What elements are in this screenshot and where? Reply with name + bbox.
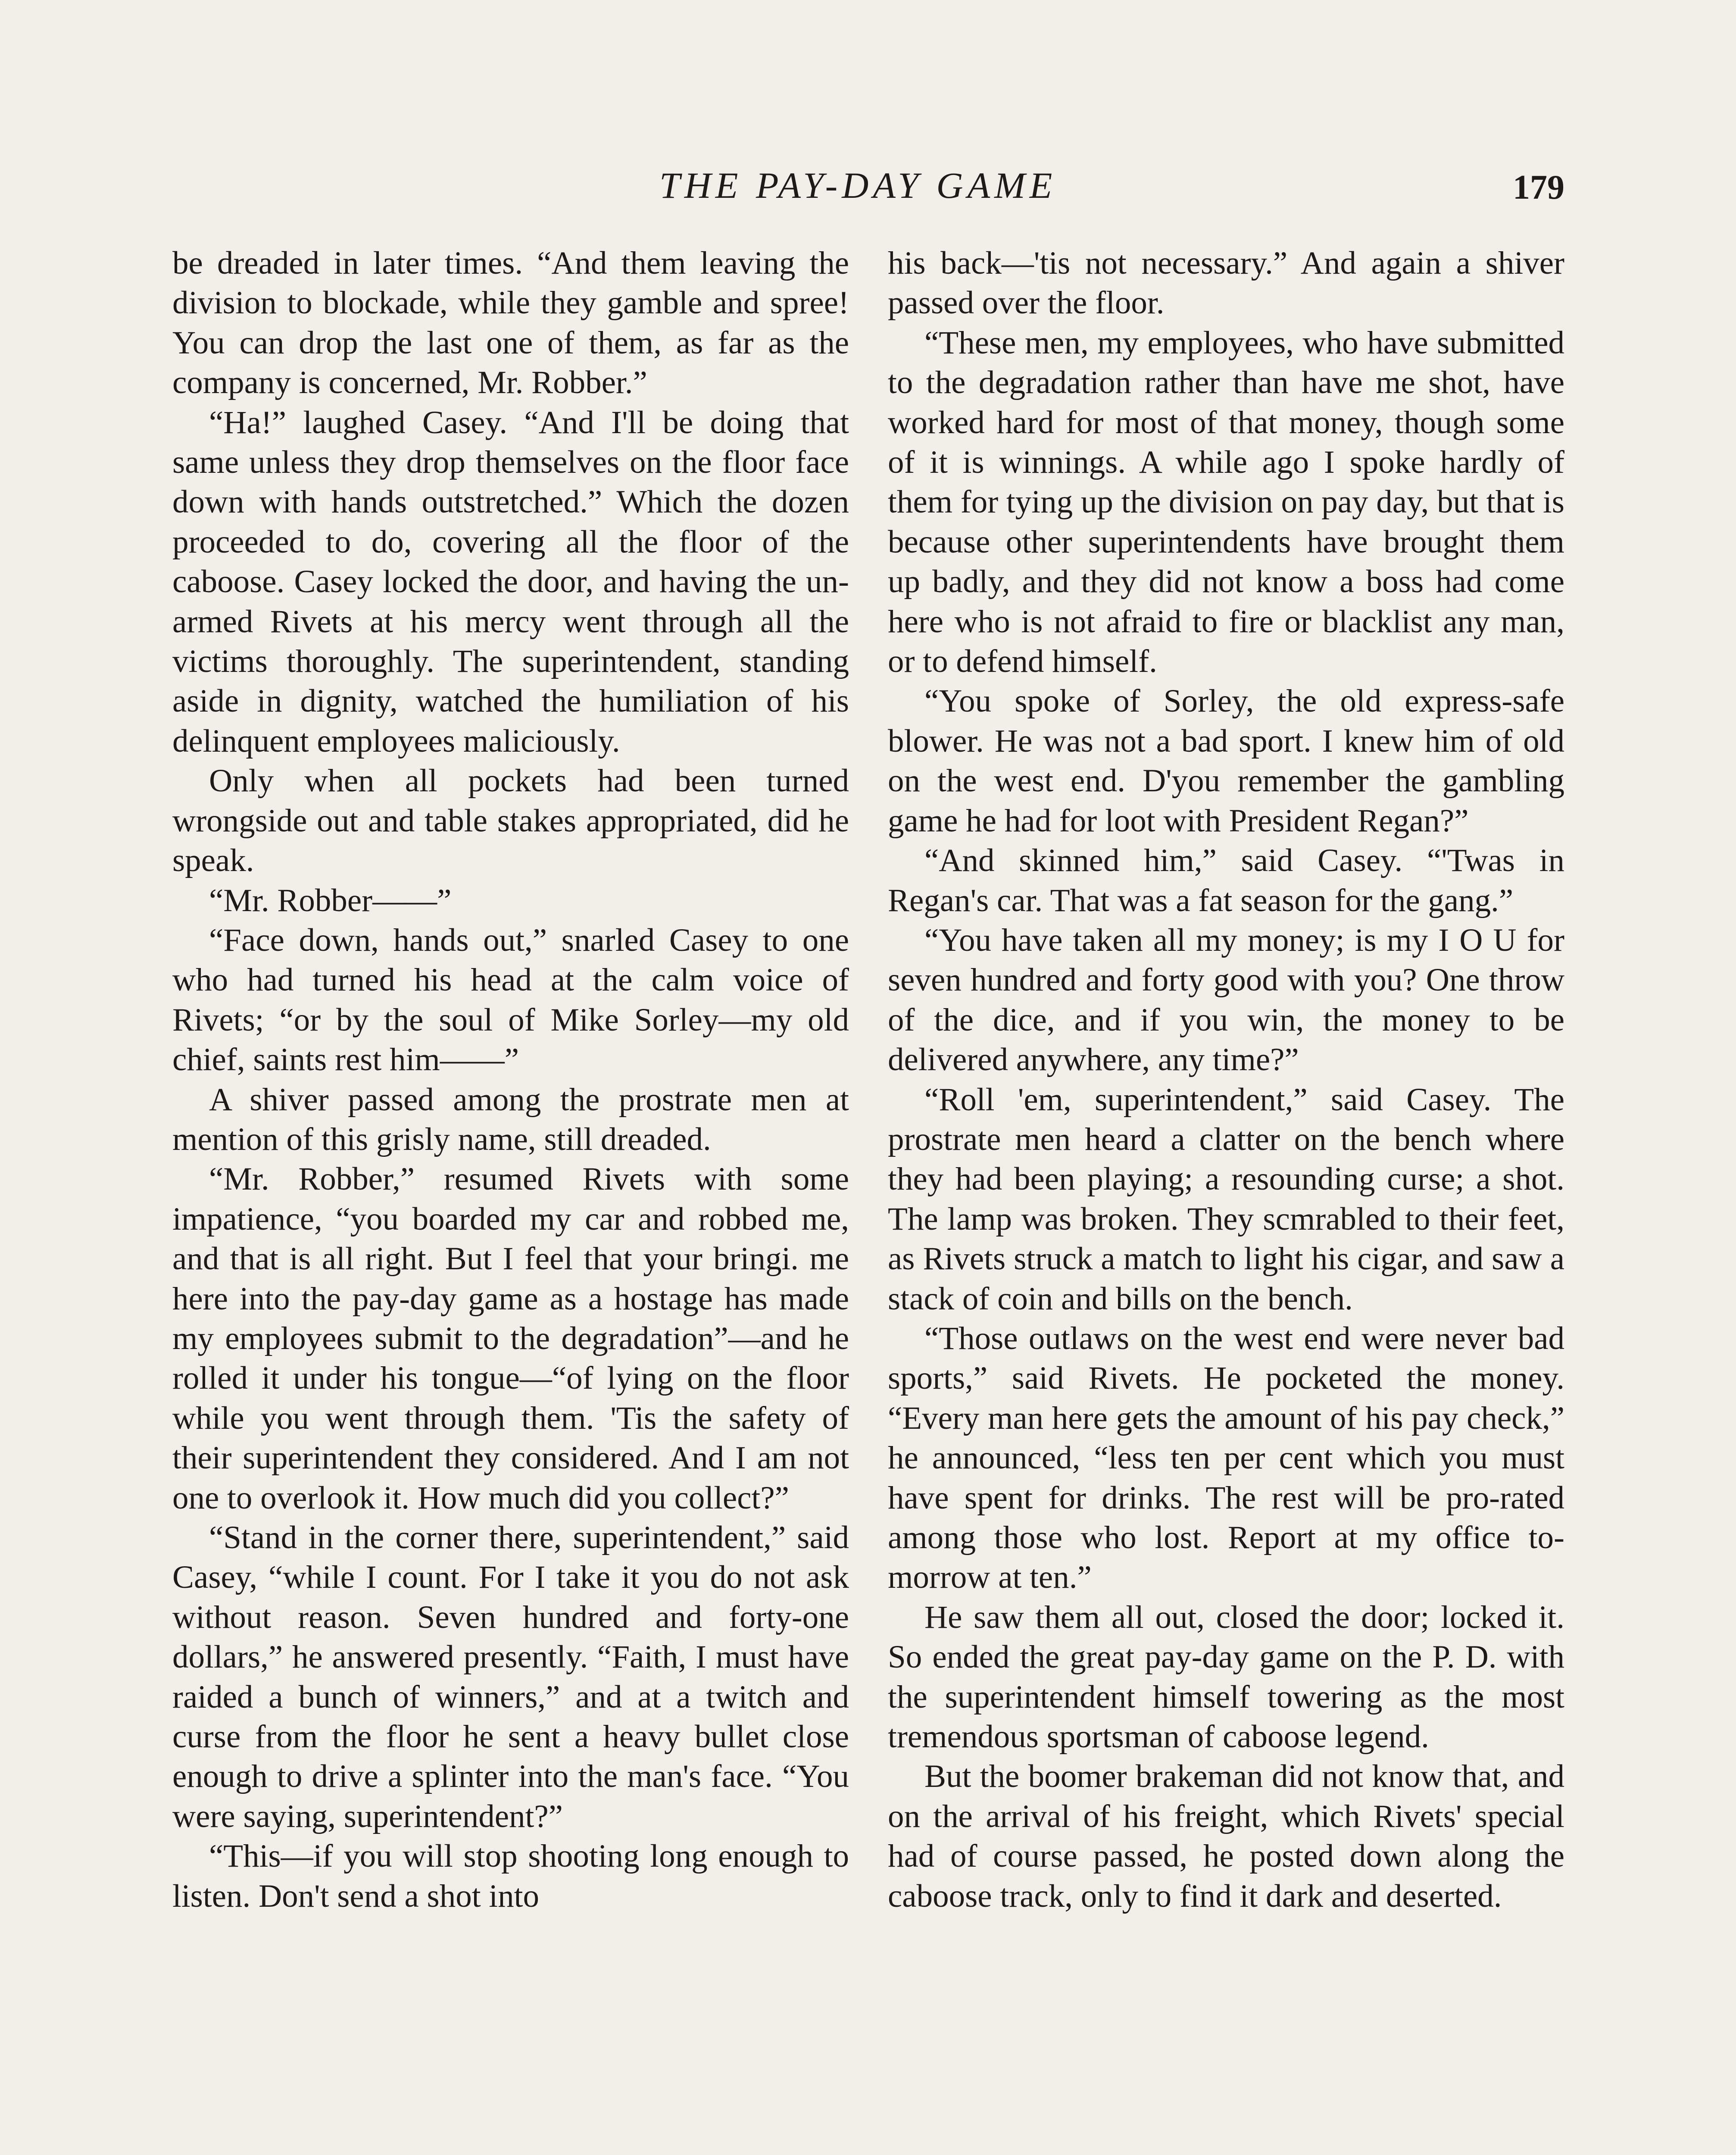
paragraph: “And skinned him,” said Casey. “'Twas in Regan's car. That was a fat season for the gang.” bbox=[888, 843, 1564, 918]
left-text-column bbox=[172, 244, 849, 1916]
paragraph: “You have taken all my money; is my I O U for seven hundred and forty good with you? One throw of the dice, and if you win, the money to be delivered anywhere, any time?” bbox=[888, 922, 1564, 1078]
paragraph: “Mr. Robber,” resumed Rivets with some impatience, “you boarded my car and robbed me, and that is all right. But I feel that your bringi. me here into the pay-day game as a hostage has made my employees submit to the degradation”—and he rolled it under his tongue—“of lying on the floor while you went through them. 'Tis the safety of their superintendent they considered. And I am not one to overlook it. How much did you collect?” bbox=[172, 1161, 849, 1516]
paragraph: “Stand in the corner there, superintendent,” said Casey, “while I count. For I take it you do not ask without reason. Seven hundred and forty-one dollars,” he answered presently. “Faith, I must have raided a bunch of winners,” and at a twitch and curse from the floor he sent a heavy bullet close enough to drive a splinter into the man's face. “You were saying, superintendent?” bbox=[172, 1520, 849, 1834]
paragraph: “Mr. Robber——” bbox=[209, 882, 452, 918]
running-head bbox=[0, 164, 1736, 220]
running-title: THE PAY-DAY GAME bbox=[659, 165, 1057, 206]
paragraph: his back—'tis not necessary.” And again a shiver passed over the floor. bbox=[888, 245, 1564, 321]
paragraph: “This—if you will stop shooting long enough to listen. Don't send a shot into bbox=[172, 1838, 849, 1914]
paragraph: But the boomer brakeman did not know that, and on the arrival of his freight, which Rivets' special had of course passed, he posted down along the caboose track, only to find it dark and deserted. bbox=[888, 1758, 1564, 1914]
paragraph: be dreaded in later times. “And them leaving the division to blockade, while they gamble and spree! You can drop the last one of them, as far as the company is concerned, Mr. Robber.” bbox=[172, 245, 849, 401]
paragraph: He saw them all out, closed the door; locked it. So ended the great pay-day game on the P. D. with the superintendent himself towering as the most tremendous sportsman of caboose legend. bbox=[888, 1599, 1564, 1755]
right-text-column bbox=[888, 244, 1564, 1916]
paragraph: “Those outlaws on the west end were never bad sports,” said Rivets. He pocketed the money. “Every man here gets the amount of his pay check,” he announced, “less ten per cent which you must have spent for drinks. The rest will be pro-rated among those who lost. Report at my office to-morrow at ten.” bbox=[888, 1320, 1564, 1596]
paragraph: A shiver passed among the prostrate men at mention of this grisly name, still dreaded. bbox=[172, 1081, 849, 1157]
paragraph: “Roll 'em, superintendent,” said Casey. The prostrate men heard a clatter on the bench where they had been playing; a resounding curse; a shot. The lamp was broken. They scmrabled to their feet, as Rivets struck a match to light his cigar, and saw a stack of coin and bills on the bench. bbox=[888, 1081, 1564, 1317]
paragraph: “You spoke of Sorley, the old express-safe blower. He was not a bad sport. I knew him of old on the west end. D'you remember the gambling game he had for loot with President Regan?” bbox=[888, 683, 1564, 839]
paragraph: “Ha!” laughed Casey. “And I'll be doing that same unless they drop themselves on the floor face down with hands outstretched.” Which the dozen proceeded to do, covering all the floor of the caboose. Casey locked the door, and having the unarmed Rivets at his mercy went through all the victims thoroughly. The superintendent, standing aside in dignity, watched the humiliation of his delinquent employees maliciously. bbox=[172, 404, 849, 759]
paragraph: “These men, my employees, who have submitted to the degradation rather than have me shot, have worked hard for most of that money, though some of it is winnings. A while ago I spoke hardly of them for tying up the division on pay day, but that is because other superintendents have brought them up badly, and they did not know a boss had come here who is not afraid to fire or blacklist any man, or to defend himself. bbox=[888, 325, 1564, 680]
paragraph: Only when all pockets had been turned wrongside out and table stakes appropriated, did he speak. bbox=[172, 763, 849, 879]
page-number: 179 bbox=[1513, 169, 1564, 206]
paragraph: “Face down, hands out,” snarled Casey to one who had turned his head at the calm voice of Rivets; “or by the soul of Mike Sorley—my old chief, saints rest him——” bbox=[172, 922, 849, 1078]
